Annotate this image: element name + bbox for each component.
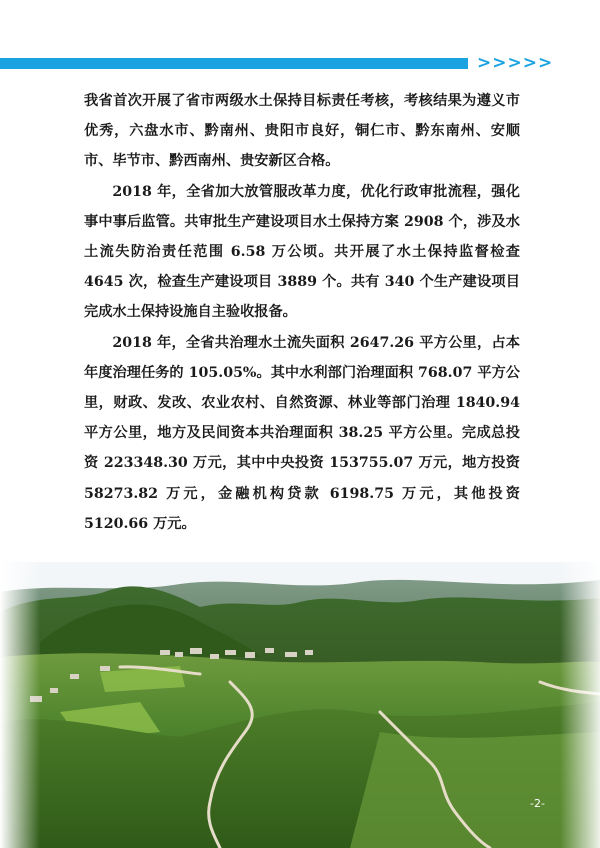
- header-accent-bar: [0, 58, 468, 69]
- body-text: [84, 86, 520, 539]
- header-chevrons: >>>>>: [477, 53, 554, 73]
- paragraph-3: 2018 年，全省共治理水土流失面积 2647.26 平方公里，占本年度治理任务的 105.05%。其中水利部门治理面积 768.07 平方公里，财政、发改、农业农村、自然资源、林业等部门治理 1840.94 平方公里，地方及民间资本共治理面积 38.25 平方公里。完成总投资 223348.30 万元，其中中央投资 153755.07 万元，地方投资 58273.82 万元，金融机构贷款 6198.75 万元，其他投资 5120.66 万元。: [84, 334, 520, 532]
- page-number: -2-: [530, 797, 545, 810]
- paragraph-2: 2018 年，全省加大放管服改革力度，优化行政审批流程，强化事中事后监管。共审批生产建设项目水土保持方案 2908 个，涉及水土流失防治责任范围 6.58 万公顷。共开展了水土保持监督检查 4645 次，检查生产建设项目 3889 个。共有 340 个生产建设项目完成水土保持设施自主验收报备。: [84, 183, 520, 321]
- paragraph-1: 我省首次开展了省市两级水土保持目标责任考核，考核结果为遵义市优秀，六盘水市、黔南州、贵阳市良好，铜仁市、黔东南州、安顺市、毕节市、黔西南州、贵安新区合格。: [84, 93, 520, 170]
- landscape-photo: [0, 562, 600, 848]
